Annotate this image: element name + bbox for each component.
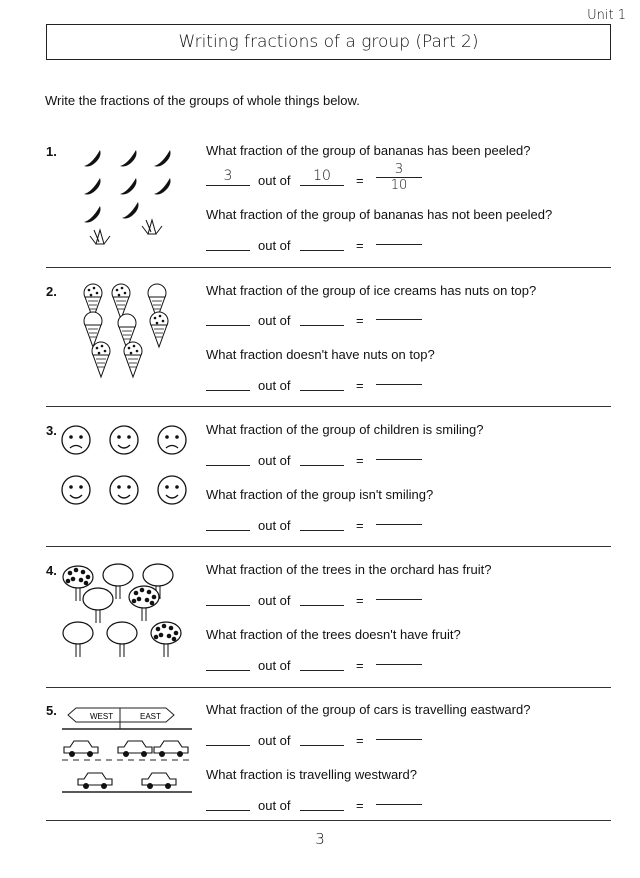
question-number: 4.	[46, 563, 57, 578]
answer-blank	[206, 530, 250, 531]
section-divider	[46, 546, 611, 547]
car-icon	[64, 741, 98, 757]
out-of-label: out of	[258, 313, 291, 328]
question-text: What fraction doesn't have nuts on top?	[206, 347, 435, 362]
answer-line	[206, 308, 426, 330]
banana-icon	[84, 178, 101, 195]
question-text: What fraction of the group of bananas has been peeled?	[206, 143, 531, 158]
question-text: What fraction of the group isn't smiling?	[206, 487, 434, 502]
out-of-label: out of	[258, 378, 291, 393]
car-icon	[142, 773, 176, 789]
fraction-denominator: 10	[390, 178, 408, 193]
out-of-label: out of	[258, 453, 291, 468]
banana-icon	[84, 206, 101, 223]
ice-cream-icon	[92, 342, 110, 377]
peeled-banana-icon	[90, 230, 110, 244]
answer-blank	[300, 670, 344, 671]
question-text: What fraction of the group of cars is travelling eastward?	[206, 702, 531, 717]
equals-sign: =	[356, 378, 364, 393]
answer-blank	[300, 250, 344, 251]
child-face-icon	[110, 426, 138, 454]
child-face-icon	[110, 476, 138, 504]
answer-blank	[206, 745, 250, 746]
equals-sign: =	[356, 733, 364, 748]
section-divider	[46, 687, 611, 688]
answer-line	[206, 233, 426, 255]
answer-blank	[206, 325, 250, 326]
question-text: What fraction of the group of children is smiling?	[206, 422, 484, 437]
car-icon	[78, 773, 112, 789]
road-with-cars-icon	[62, 705, 202, 800]
tree-icon	[107, 622, 137, 657]
answer-blank	[206, 605, 250, 606]
section-divider	[46, 820, 611, 821]
tree-icon	[129, 586, 159, 621]
equals-sign: =	[356, 313, 364, 328]
banana-icon	[154, 178, 171, 195]
banana-icon	[122, 202, 139, 219]
answer-blank	[376, 599, 422, 600]
question-number: 5.	[46, 703, 57, 718]
answer-blank	[300, 390, 344, 391]
banana-group-icon	[70, 140, 190, 250]
tree-group-icon	[58, 565, 198, 665]
equals-sign: =	[356, 238, 364, 253]
peeled-banana-icon	[142, 220, 162, 234]
tree-icon	[151, 622, 181, 657]
answer-blank	[300, 325, 344, 326]
equals-sign: =	[356, 173, 364, 188]
ice-cream-icon	[124, 342, 142, 377]
answer-line	[206, 448, 426, 470]
answer-blank	[376, 459, 422, 460]
answer-blank	[300, 185, 344, 186]
question-text: What fraction is travelling westward?	[206, 767, 417, 782]
answer-blank	[376, 244, 422, 245]
equals-sign: =	[356, 593, 364, 608]
answer-blank	[300, 810, 344, 811]
question-number: 1.	[46, 144, 57, 159]
question-number: 3.	[46, 423, 57, 438]
question-number: 2.	[46, 284, 57, 299]
answer-line	[206, 793, 426, 815]
answer-blank	[376, 319, 422, 320]
answer-blank	[300, 745, 344, 746]
question-text: What fraction of the trees doesn't have fruit?	[206, 627, 461, 642]
handwritten-denominator: 10	[313, 168, 331, 184]
page-number: 3	[315, 830, 325, 848]
answer-line	[206, 588, 426, 610]
answer-blank	[376, 664, 422, 665]
banana-icon	[154, 150, 171, 167]
car-icon	[118, 741, 152, 757]
answer-blank	[300, 465, 344, 466]
child-face-icon	[62, 476, 90, 504]
answer-line	[206, 728, 426, 750]
answer-blank	[376, 524, 422, 525]
out-of-label: out of	[258, 593, 291, 608]
tree-icon	[83, 588, 113, 623]
handwritten-numerator: 3	[223, 168, 233, 184]
answer-blank	[300, 605, 344, 606]
unit-label: Unit 1	[587, 8, 626, 23]
child-face-icon	[62, 426, 90, 454]
out-of-label: out of	[258, 238, 291, 253]
out-of-label: out of	[258, 658, 291, 673]
answer-line	[206, 373, 426, 395]
fraction-numerator: 3	[376, 163, 422, 178]
child-face-group-icon	[58, 425, 198, 515]
child-face-icon	[158, 426, 186, 454]
question-text: What fraction of the group of bananas has not been peeled?	[206, 207, 553, 222]
section-divider	[46, 406, 611, 407]
answer-line	[206, 162, 426, 193]
answer-blank	[300, 530, 344, 531]
answer-blank	[206, 390, 250, 391]
banana-icon	[84, 150, 101, 167]
page-title: Writing fractions of a group (Part 2)	[46, 24, 611, 60]
handwritten-fraction	[376, 163, 422, 192]
ice-cream-group-icon	[75, 285, 195, 385]
sign-east-label: EAST	[140, 712, 161, 721]
answer-blank	[206, 465, 250, 466]
answer-blank	[206, 670, 250, 671]
equals-sign: =	[356, 798, 364, 813]
tree-icon	[63, 622, 93, 657]
equals-sign: =	[356, 453, 364, 468]
child-face-icon	[158, 476, 186, 504]
answer-blank	[376, 739, 422, 740]
equals-sign: =	[356, 658, 364, 673]
banana-icon	[120, 178, 137, 195]
answer-blank	[206, 185, 250, 186]
answer-line	[206, 513, 426, 535]
section-divider	[46, 267, 611, 268]
ice-cream-icon	[150, 312, 168, 347]
out-of-label: out of	[258, 173, 291, 188]
question-text: What fraction of the trees in the orchard has fruit?	[206, 562, 492, 577]
question-text: What fraction of the group of ice creams has nuts on top?	[206, 283, 537, 298]
equals-sign: =	[356, 518, 364, 533]
out-of-label: out of	[258, 518, 291, 533]
out-of-label: out of	[258, 733, 291, 748]
car-icon	[154, 741, 188, 757]
out-of-label: out of	[258, 798, 291, 813]
answer-blank	[206, 250, 250, 251]
answer-blank	[376, 804, 422, 805]
answer-blank	[376, 384, 422, 385]
instructions: Write the fractions of the groups of whole things below.	[45, 93, 360, 108]
banana-icon	[120, 150, 137, 167]
answer-line	[206, 653, 426, 675]
answer-blank	[206, 810, 250, 811]
sign-west-label: WEST	[90, 712, 114, 721]
